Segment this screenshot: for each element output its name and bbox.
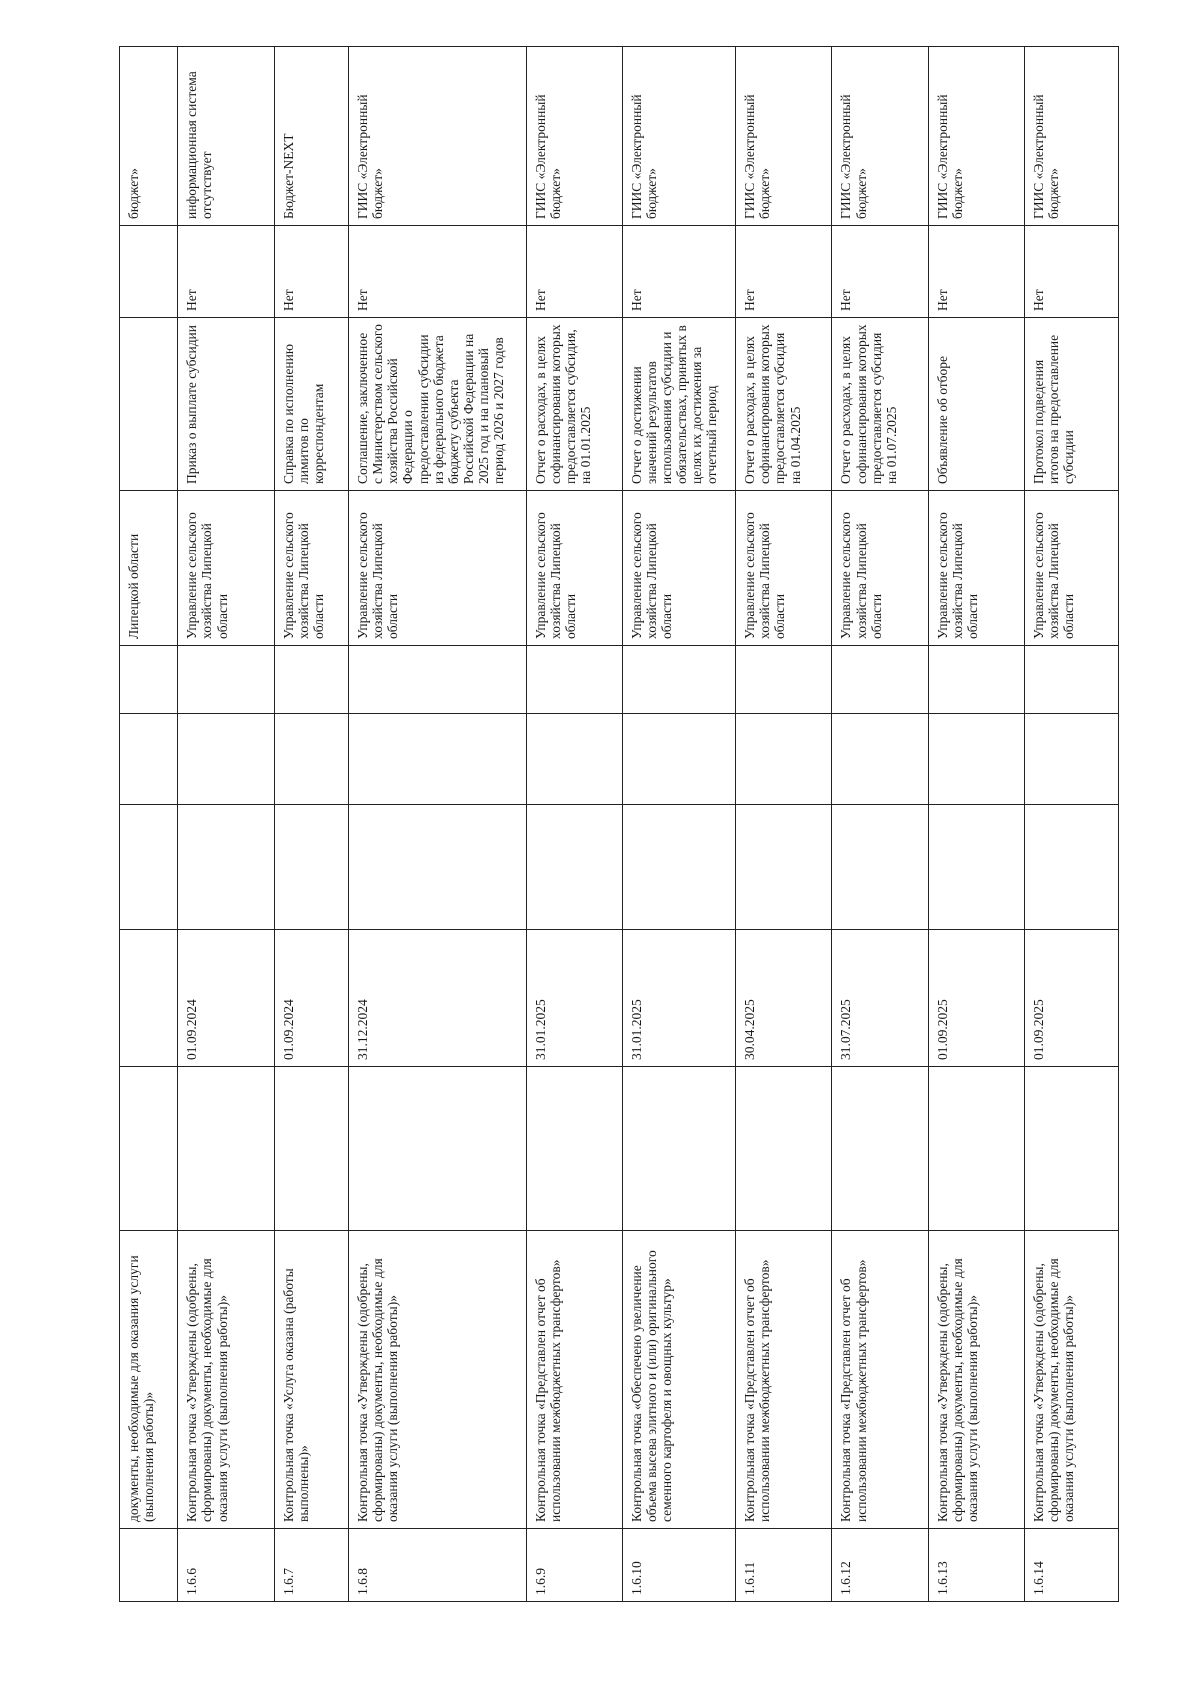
cell-org: Управление сельского хозяйства Липецкой области — [274, 491, 349, 646]
cell-empty — [1024, 1067, 1118, 1231]
cell-empty — [622, 646, 736, 714]
cell-flag: Нет — [622, 226, 736, 318]
rotated-table-wrapper — [119, 47, 1119, 1602]
table-row — [622, 47, 736, 1602]
cell-name: документы, необходимые для оказания услуги (выполнения работы)» — [120, 1231, 178, 1529]
cell-name: Контрольная точка «Обеспечено увеличение объема высева элитного и (или) оригинального семенного картофеля и овощных культур» — [622, 1231, 736, 1529]
cell-empty — [178, 805, 274, 930]
cell-org: Управление сельского хозяйства Липецкой области — [349, 491, 526, 646]
cell-empty — [349, 646, 526, 714]
cell-system: ГИИС «Электронный бюджет» — [928, 47, 1024, 226]
cell-name: Контрольная точка «Представлен отчет об использовании межбюджетных трансфертов» — [736, 1231, 832, 1529]
cell-document: Отчет о расходах, в целях софинансирования которых предоставляется субсидия на 01.07.2025 — [832, 318, 928, 491]
cell-date: 01.09.2025 — [928, 930, 1024, 1067]
cell-empty — [736, 805, 832, 930]
table-row — [1024, 47, 1118, 1602]
cell-empty — [526, 1067, 622, 1231]
table-row — [736, 47, 832, 1602]
cell-number: 1.6.11 — [736, 1529, 832, 1602]
cell-org: Управление сельского хозяйства Липецкой области — [832, 491, 928, 646]
cell-empty — [622, 805, 736, 930]
cell-empty — [736, 646, 832, 714]
table-row — [178, 47, 274, 1602]
cell-org: Управление сельского хозяйства Липецкой области — [928, 491, 1024, 646]
cell-org: Липецкой области — [120, 491, 178, 646]
cell-flag: Нет — [274, 226, 349, 318]
cell-system: бюджет» — [120, 47, 178, 226]
cell-system: Бюджет-NEXT — [274, 47, 349, 226]
cell-empty — [622, 714, 736, 805]
cell-empty — [622, 1067, 736, 1231]
table-row — [928, 47, 1024, 1602]
cell-flag: Нет — [832, 226, 928, 318]
cell-system: ГИИС «Электронный бюджет» — [526, 47, 622, 226]
cell-system: ГИИС «Электронный бюджет» — [349, 47, 526, 226]
cell-date: 01.09.2024 — [274, 930, 349, 1067]
cell-empty — [178, 646, 274, 714]
table-row — [349, 47, 526, 1602]
cell-org: Управление сельского хозяйства Липецкой области — [736, 491, 832, 646]
cell-org: Управление сельского хозяйства Липецкой области — [178, 491, 274, 646]
cell-system: ГИИС «Электронный бюджет» — [1024, 47, 1118, 226]
cell-document: Соглашение, заключенное с Министерством сельского хозяйства Российской Федерации о предоставлении субсидии из федерального бюджета бюджету субъекта Российской Федерации на 2025 год и на плановый период 2026 и 2027 годов — [349, 318, 526, 491]
cell-empty — [832, 714, 928, 805]
cell-date: 31.01.2025 — [526, 930, 622, 1067]
cell-name: Контрольная точка «Услуга оказана (работы выполнены)» — [274, 1231, 349, 1529]
cell-empty — [832, 805, 928, 930]
cell-empty — [526, 646, 622, 714]
cell-document: Отчет о расходах, в целях софинансирования которых предоставляется субсидия на 01.04.2025 — [736, 318, 832, 491]
cell-empty — [928, 1067, 1024, 1231]
cell-empty — [526, 714, 622, 805]
cell-empty — [1024, 646, 1118, 714]
table-row — [526, 47, 622, 1602]
cell-empty — [349, 805, 526, 930]
cell-date: 31.07.2025 — [832, 930, 928, 1067]
control-points-table — [119, 46, 1119, 1602]
cell-empty — [832, 1067, 928, 1231]
cell-name: Контрольная точка «Утверждены (одобрены, сформированы) документы, необходимые для оказания услуги (выполнения работы)» — [1024, 1231, 1118, 1529]
cell-empty — [274, 1067, 349, 1231]
cell-empty — [274, 714, 349, 805]
cell-document: Справка по исполнению лимитов по корреспондентам — [274, 318, 349, 491]
cell-date: 31.01.2025 — [622, 930, 736, 1067]
cell-document: Приказ о выплате субсидии — [178, 318, 274, 491]
table-row — [832, 47, 928, 1602]
cell-date: 31.12.2024 — [349, 930, 526, 1067]
cell-flag: Нет — [736, 226, 832, 318]
table-row-continuation — [120, 47, 178, 1602]
cell-name: Контрольная точка «Представлен отчет об использовании межбюджетных трансфертов» — [832, 1231, 928, 1529]
cell-number: 1.6.9 — [526, 1529, 622, 1602]
cell-system: ГИИС «Электронный бюджет» — [832, 47, 928, 226]
cell-empty — [1024, 805, 1118, 930]
cell-empty — [1024, 714, 1118, 805]
cell-flag: Нет — [349, 226, 526, 318]
cell-empty — [178, 1067, 274, 1231]
cell-flag: Нет — [1024, 226, 1118, 318]
cell-name: Контрольная точка «Утверждены (одобрены, сформированы) документы, необходимые для оказания услуги (выполнения работы)» — [178, 1231, 274, 1529]
cell-flag: Нет — [928, 226, 1024, 318]
cell-system: информационная система отсутствует — [178, 47, 274, 226]
cell-number: 1.6.8 — [349, 1529, 526, 1602]
cell-number: 1.6.10 — [622, 1529, 736, 1602]
cell-name: Контрольная точка «Утверждены (одобрены, сформированы) документы, необходимые для оказания услуги (выполнения работы)» — [928, 1231, 1024, 1529]
cell-empty — [928, 646, 1024, 714]
cell-org: Управление сельского хозяйства Липецкой области — [526, 491, 622, 646]
cell-number: 1.6.12 — [832, 1529, 928, 1602]
cell-number: 1.6.14 — [1024, 1529, 1118, 1602]
cell-empty — [526, 805, 622, 930]
cell-document: Протокол подведения итогов на предоставление субсидии — [1024, 318, 1118, 491]
cell-flag: Нет — [178, 226, 274, 318]
cell-empty — [274, 646, 349, 714]
cell-empty — [349, 1067, 526, 1231]
cell-number: 1.6.7 — [274, 1529, 349, 1602]
cell-empty — [349, 714, 526, 805]
cell-empty — [274, 805, 349, 930]
table-row — [274, 47, 349, 1602]
cell-empty — [832, 646, 928, 714]
cell-document: Отчет о достижении значений результатов использования субсидии и обязательствах, принятых в целях их достижения за отчетный период — [622, 318, 736, 491]
cell-org: Управление сельского хозяйства Липецкой области — [622, 491, 736, 646]
cell-date: 01.09.2025 — [1024, 930, 1118, 1067]
cell-empty — [178, 714, 274, 805]
cell-name: Контрольная точка «Утверждены (одобрены, сформированы) документы, необходимые для оказания услуги (выполнения работы)» — [349, 1231, 526, 1529]
cell-name: Контрольная точка «Представлен отчет об использовании межбюджетных трансфертов» — [526, 1231, 622, 1529]
cell-date: 30.04.2025 — [736, 930, 832, 1067]
cell-document: Объявление об отборе — [928, 318, 1024, 491]
cell-number: 1.6.13 — [928, 1529, 1024, 1602]
cell-flag: Нет — [526, 226, 622, 318]
cell-system: ГИИС «Электронный бюджет» — [622, 47, 736, 226]
cell-empty — [736, 1067, 832, 1231]
cell-empty — [736, 714, 832, 805]
cell-date: 01.09.2024 — [178, 930, 274, 1067]
cell-org: Управление сельского хозяйства Липецкой области — [1024, 491, 1118, 646]
cell-system: ГИИС «Электронный бюджет» — [736, 47, 832, 226]
cell-number: 1.6.6 — [178, 1529, 274, 1602]
cell-document: Отчет о расходах, в целях софинансирования которых предоставляется субсидия, на 01.01.2025 — [526, 318, 622, 491]
cell-empty — [928, 805, 1024, 930]
cell-empty — [928, 714, 1024, 805]
